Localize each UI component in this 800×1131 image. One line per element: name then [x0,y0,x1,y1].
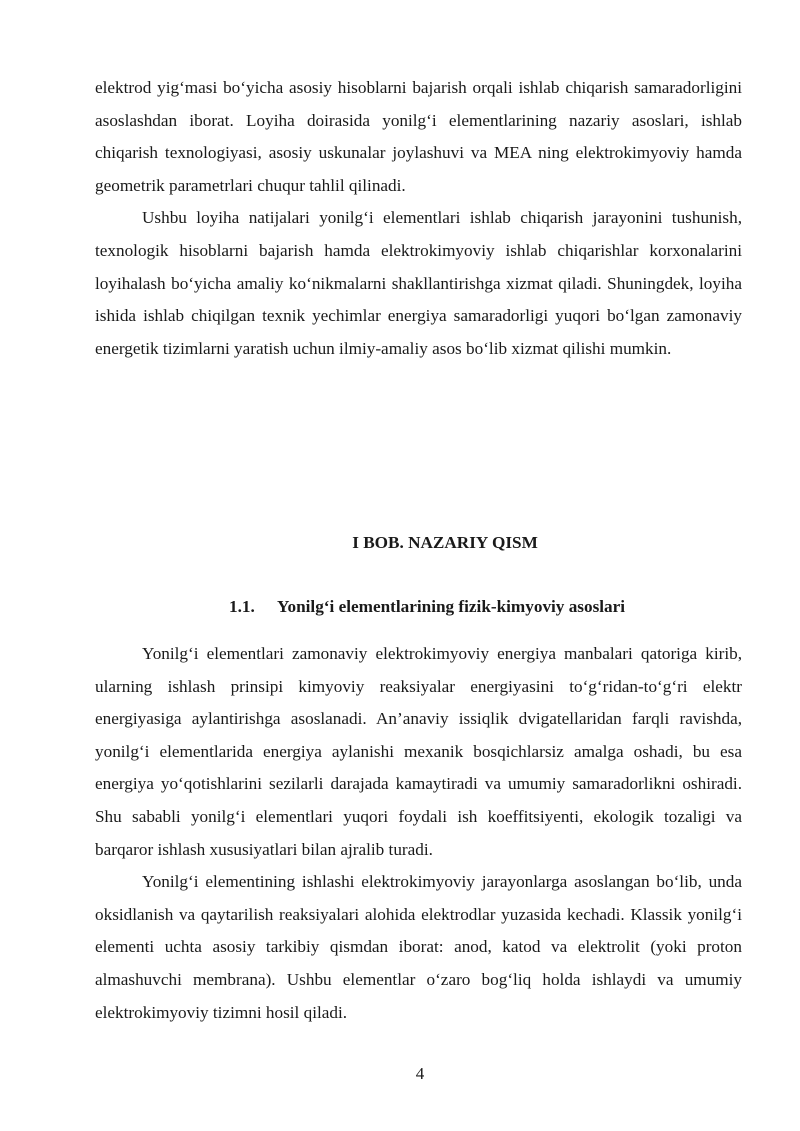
section-body [95,638,742,1029]
section-number: 1.1. [229,597,255,616]
paragraph-continuation: elektrod yig‘masi bo‘yicha asosiy hisoblarni bajarish orqali ishlab chiqarish samaradorligini asoslashdan iborat. Loyiha doirasida yonilg‘i elementlarining nazariy asoslari, ishlab chiqarish texnologiyasi, asosiy uskunalar joylashuvi va MEA ning elektrokimyoviy hamda geometrik parametrlari chuqur tahlil qilinadi. [95,78,742,195]
chapter-title: I BOB. NAZARIY QISM [352,533,538,552]
intro-text [95,72,742,365]
page-number: 4 [415,1064,425,1083]
paragraph: Yonilg‘i elementlari zamonaviy elektrokimyoviy energiya manbalari qatoriga kirib, ularning ishlash prinsipi kimyoviy reaksiyalar energiyasini to‘g‘ridan-to‘g‘ri elektr energiyasiga aylantirishga asoslanadi. An’anaviy issiqlik dvigatellaridan farqli ravishda, yonilg‘i elementlarida energiya aylanishi mexanik bosqichlarsiz amalga oshadi, bu esa energiya yo‘qotishlarini sezilarli darajada kamaytiradi va umumiy samaradorlikni oshiradi. Shu sababli yonilg‘i elementlari yuqori foydali ish koeffitsiyenti, ekologik tozaligi va barqaror ishlash xususiyatlari bilan ajralib turadi. [95,644,742,859]
section-heading [229,595,625,619]
paragraph: Yonilg‘i elementining ishlashi elektrokimyoviy jarayonlarga asoslangan bo‘lib, unda oksidlanish va qaytarilish reaksiyalari alohida elektrodlar yuzasida kechadi. Klassik yonilg‘i elementi uchta asosiy tarkibiy qismdan iborat: anod, katod va elektrolit (yoki proton almashuvchi membrana). Ushbu elementlar o‘zaro bog‘liq holda ishlaydi va umumiy elektrokimyoviy tizimni hosil qiladi. [95,872,742,1022]
paragraph: Ushbu loyiha natijalari yonilg‘i elementlari ishlab chiqarish jarayonini tushunish, texnologik hisoblarni bajarish hamda elektrokimyoviy ishlab chiqarishlar korxonalarini loyihalash bo‘yicha amaliy ko‘nikmalarni shakllantirishga xizmat qiladi. Shuningdek, loyiha ishida ishlab chiqilgan texnik yechimlar energiya samaradorligi yuqori bo‘lgan zamonaviy energetik tizimlarni yaratish uchun ilmiy-amaliy asos bo‘lib xizmat qilishi mumkin. [95,208,742,358]
section-title: Yonilg‘i elementlarining fizik-kimyoviy asoslari [277,597,626,616]
